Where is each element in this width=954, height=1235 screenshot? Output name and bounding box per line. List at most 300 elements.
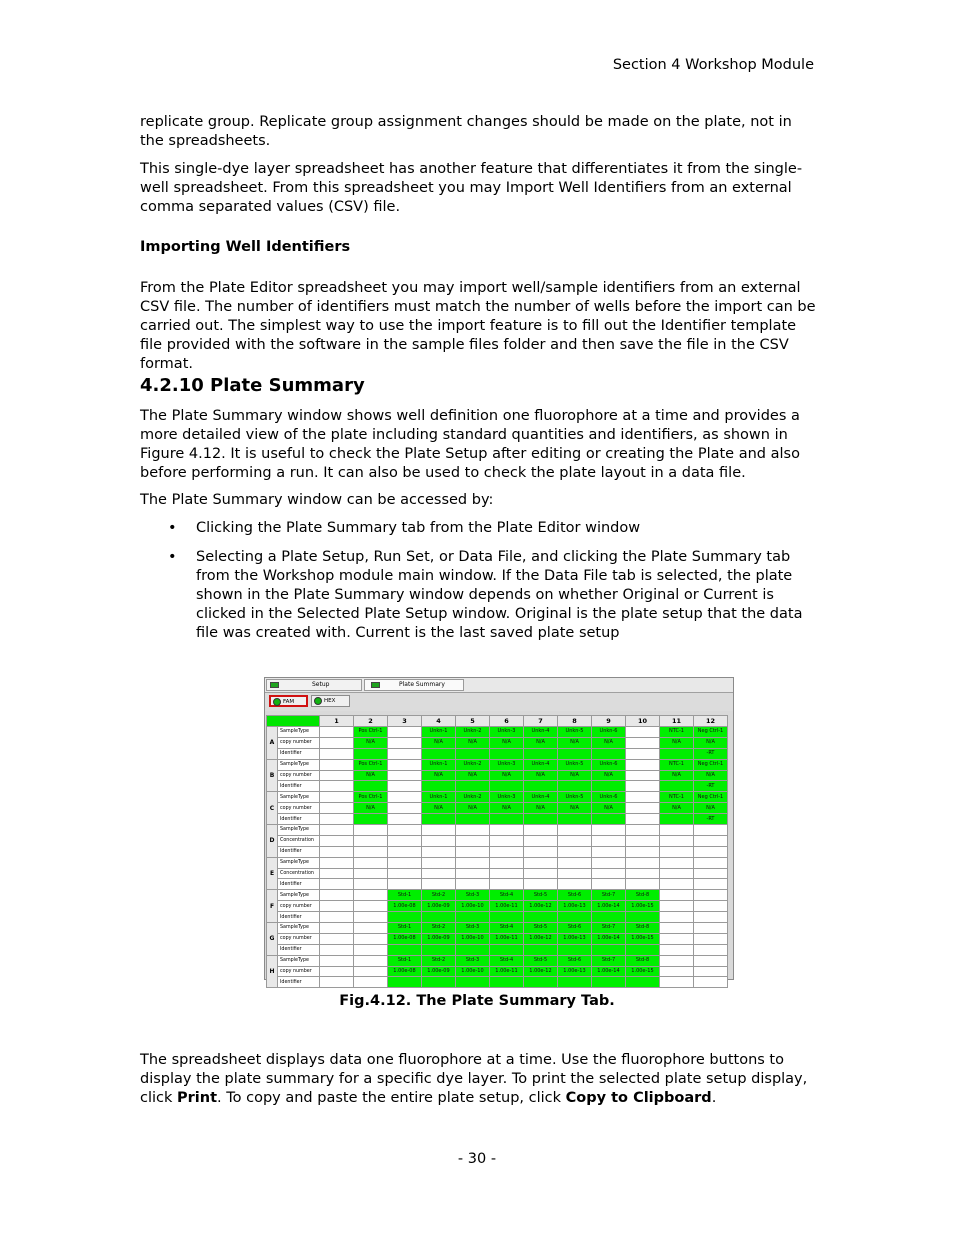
well-cell[interactable]: NTC-1 [660,759,694,770]
well-cell[interactable]: N/A [524,803,558,814]
well-cell[interactable] [592,825,626,836]
well-cell[interactable] [422,814,456,825]
well-cell[interactable]: N/A [592,803,626,814]
well-cell[interactable] [694,879,728,890]
well-cell[interactable]: -RT [694,814,728,825]
well-cell[interactable]: 1.00e-11 [490,966,524,977]
well-cell[interactable]: Unkn-2 [456,727,490,738]
well-cell[interactable]: 1.00e-12 [524,966,558,977]
well-cell[interactable]: Unkn-3 [490,727,524,738]
well-cell[interactable]: 1.00e-11 [490,901,524,912]
well-cell[interactable] [660,944,694,955]
well-cell[interactable] [524,814,558,825]
well-cell[interactable]: NTC-1 [660,792,694,803]
well-cell[interactable] [626,792,660,803]
well-cell[interactable] [456,879,490,890]
well-cell[interactable] [626,912,660,923]
well-cell[interactable] [694,933,728,944]
well-cell[interactable]: Std-6 [558,890,592,901]
well-cell[interactable]: Std-3 [456,890,490,901]
well-cell[interactable]: N/A [422,737,456,748]
well-cell[interactable]: Std-2 [422,955,456,966]
well-cell[interactable] [558,748,592,759]
well-cell[interactable] [320,933,354,944]
well-cell[interactable]: -RT [694,748,728,759]
well-cell[interactable] [320,879,354,890]
well-cell[interactable] [354,748,388,759]
well-cell[interactable]: Unkn-2 [456,792,490,803]
well-cell[interactable] [388,912,422,923]
well-cell[interactable] [422,857,456,868]
well-cell[interactable]: N/A [694,803,728,814]
well-cell[interactable] [490,825,524,836]
well-cell[interactable] [592,814,626,825]
well-cell[interactable] [354,901,388,912]
well-cell[interactable]: Std-6 [558,923,592,934]
well-cell[interactable]: Std-1 [388,923,422,934]
well-cell[interactable]: 1.00e-09 [422,966,456,977]
well-cell[interactable]: N/A [524,770,558,781]
well-cell[interactable] [490,912,524,923]
well-cell[interactable]: Std-1 [388,890,422,901]
well-cell[interactable] [388,727,422,738]
well-cell[interactable] [660,966,694,977]
well-cell[interactable] [592,857,626,868]
well-cell[interactable] [320,955,354,966]
well-cell[interactable] [388,868,422,879]
well-cell[interactable]: NTC-1 [660,727,694,738]
well-cell[interactable]: N/A [694,770,728,781]
well-cell[interactable] [354,912,388,923]
well-cell[interactable]: Pos Ctrl-1 [354,759,388,770]
well-cell[interactable]: Std-8 [626,923,660,934]
well-cell[interactable]: N/A [490,803,524,814]
well-cell[interactable] [626,977,660,988]
well-cell[interactable]: -RT [694,781,728,792]
well-cell[interactable] [354,846,388,857]
well-cell[interactable] [524,912,558,923]
well-cell[interactable] [626,879,660,890]
well-cell[interactable] [592,912,626,923]
row-header[interactable]: F [267,890,278,923]
well-cell[interactable]: 1.00e-12 [524,933,558,944]
well-cell[interactable] [320,792,354,803]
well-cell[interactable]: N/A [354,803,388,814]
well-cell[interactable] [490,748,524,759]
well-cell[interactable] [592,868,626,879]
well-cell[interactable]: Std-4 [490,890,524,901]
row-header[interactable]: B [267,759,278,792]
well-cell[interactable] [592,748,626,759]
well-cell[interactable]: N/A [490,770,524,781]
well-cell[interactable] [456,825,490,836]
tab-setup[interactable] [266,679,362,691]
column-header[interactable]: 10 [626,716,660,727]
well-cell[interactable] [456,835,490,846]
well-cell[interactable] [456,748,490,759]
well-cell[interactable]: N/A [592,770,626,781]
well-cell[interactable]: Pos Ctrl-1 [354,727,388,738]
well-cell[interactable] [354,857,388,868]
well-cell[interactable]: 1.00e-10 [456,901,490,912]
well-cell[interactable] [626,727,660,738]
well-cell[interactable] [660,781,694,792]
well-cell[interactable] [694,868,728,879]
well-cell[interactable]: 1.00e-15 [626,933,660,944]
well-cell[interactable] [456,977,490,988]
well-cell[interactable] [354,835,388,846]
well-cell[interactable] [490,835,524,846]
well-cell[interactable]: N/A [558,737,592,748]
well-cell[interactable] [626,814,660,825]
well-cell[interactable] [626,737,660,748]
well-cell[interactable]: Unkn-5 [558,727,592,738]
well-cell[interactable] [422,781,456,792]
well-cell[interactable]: 1.00e-13 [558,901,592,912]
well-cell[interactable]: N/A [660,803,694,814]
column-header[interactable]: 4 [422,716,456,727]
well-cell[interactable] [524,781,558,792]
well-cell[interactable]: N/A [422,803,456,814]
well-cell[interactable]: 1.00e-09 [422,933,456,944]
well-cell[interactable] [592,944,626,955]
well-cell[interactable]: Std-3 [456,923,490,934]
well-cell[interactable] [660,857,694,868]
well-cell[interactable] [558,944,592,955]
well-cell[interactable] [354,966,388,977]
well-cell[interactable] [626,835,660,846]
row-header[interactable]: H [267,955,278,988]
well-cell[interactable]: Neg Ctrl-1 [694,727,728,738]
well-cell[interactable] [354,944,388,955]
well-cell[interactable]: 1.00e-13 [558,933,592,944]
well-cell[interactable] [422,879,456,890]
well-cell[interactable]: N/A [558,770,592,781]
well-cell[interactable] [354,923,388,934]
well-cell[interactable] [490,781,524,792]
well-cell[interactable]: Std-2 [422,890,456,901]
well-cell[interactable] [660,846,694,857]
well-cell[interactable]: 1.00e-14 [592,933,626,944]
well-cell[interactable] [320,825,354,836]
well-cell[interactable] [320,977,354,988]
well-cell[interactable] [660,923,694,934]
column-header[interactable]: 11 [660,716,694,727]
well-cell[interactable]: N/A [354,770,388,781]
well-cell[interactable] [354,879,388,890]
well-cell[interactable] [422,825,456,836]
well-cell[interactable] [592,781,626,792]
well-cell[interactable] [490,977,524,988]
well-cell[interactable]: Neg Ctrl-1 [694,759,728,770]
well-cell[interactable]: 1.00e-14 [592,901,626,912]
well-cell[interactable] [354,814,388,825]
well-cell[interactable] [660,890,694,901]
well-cell[interactable]: N/A [422,770,456,781]
well-cell[interactable] [626,857,660,868]
well-cell[interactable]: 1.00e-11 [490,933,524,944]
well-cell[interactable] [558,879,592,890]
well-cell[interactable] [354,890,388,901]
well-cell[interactable] [660,933,694,944]
well-cell[interactable]: Std-1 [388,955,422,966]
well-cell[interactable] [660,977,694,988]
well-cell[interactable]: Std-7 [592,890,626,901]
well-cell[interactable] [354,825,388,836]
well-cell[interactable] [558,781,592,792]
well-cell[interactable] [694,901,728,912]
well-cell[interactable] [660,879,694,890]
well-cell[interactable] [694,955,728,966]
well-cell[interactable] [490,846,524,857]
row-header[interactable]: A [267,727,278,760]
well-cell[interactable] [694,912,728,923]
well-cell[interactable] [422,748,456,759]
column-header[interactable]: 2 [354,716,388,727]
well-cell[interactable] [388,835,422,846]
column-header[interactable]: 3 [388,716,422,727]
column-header[interactable]: 6 [490,716,524,727]
well-cell[interactable] [524,846,558,857]
well-cell[interactable]: 1.00e-08 [388,933,422,944]
well-cell[interactable] [320,770,354,781]
well-cell[interactable]: 1.00e-10 [456,966,490,977]
well-cell[interactable]: Std-8 [626,955,660,966]
well-cell[interactable] [592,835,626,846]
column-header[interactable]: 8 [558,716,592,727]
well-cell[interactable]: Unkn-5 [558,759,592,770]
well-cell[interactable] [422,944,456,955]
well-cell[interactable] [524,879,558,890]
well-cell[interactable] [456,781,490,792]
well-cell[interactable] [388,781,422,792]
well-cell[interactable]: Std-7 [592,923,626,934]
well-cell[interactable]: 1.00e-08 [388,966,422,977]
well-cell[interactable]: Unkn-5 [558,792,592,803]
well-cell[interactable]: Std-5 [524,923,558,934]
well-cell[interactable] [320,748,354,759]
well-cell[interactable] [320,901,354,912]
well-cell[interactable] [320,737,354,748]
well-cell[interactable]: Std-4 [490,923,524,934]
well-cell[interactable] [694,966,728,977]
well-cell[interactable] [524,835,558,846]
tab-plate-summary[interactable] [364,679,464,691]
well-cell[interactable]: 1.00e-15 [626,901,660,912]
well-cell[interactable]: 1.00e-08 [388,901,422,912]
well-cell[interactable]: Std-6 [558,955,592,966]
well-cell[interactable] [422,868,456,879]
well-cell[interactable] [660,835,694,846]
well-cell[interactable] [626,759,660,770]
well-cell[interactable] [422,912,456,923]
well-cell[interactable]: Std-4 [490,955,524,966]
well-cell[interactable] [660,825,694,836]
well-cell[interactable]: Std-5 [524,890,558,901]
well-cell[interactable] [660,868,694,879]
column-header[interactable]: 7 [524,716,558,727]
well-cell[interactable] [694,846,728,857]
row-header[interactable]: C [267,792,278,825]
well-cell[interactable]: Std-5 [524,955,558,966]
well-cell[interactable] [422,835,456,846]
well-cell[interactable]: Unkn-6 [592,759,626,770]
well-cell[interactable] [456,857,490,868]
well-cell[interactable] [320,781,354,792]
well-cell[interactable] [558,814,592,825]
well-cell[interactable] [320,912,354,923]
well-cell[interactable]: Unkn-3 [490,792,524,803]
dye-button-hex[interactable] [311,695,350,707]
well-cell[interactable]: 1.00e-09 [422,901,456,912]
well-cell[interactable] [422,977,456,988]
well-cell[interactable]: N/A [694,737,728,748]
well-cell[interactable] [558,846,592,857]
well-cell[interactable] [456,868,490,879]
well-cell[interactable] [354,933,388,944]
well-cell[interactable] [626,781,660,792]
well-cell[interactable] [320,835,354,846]
well-cell[interactable]: Neg Ctrl-1 [694,792,728,803]
well-cell[interactable]: Std-3 [456,955,490,966]
well-cell[interactable] [490,814,524,825]
well-cell[interactable]: Unkn-2 [456,759,490,770]
well-cell[interactable] [388,977,422,988]
well-cell[interactable] [694,890,728,901]
well-cell[interactable] [694,977,728,988]
column-header[interactable]: 5 [456,716,490,727]
well-cell[interactable] [592,977,626,988]
well-cell[interactable] [660,901,694,912]
well-cell[interactable] [524,944,558,955]
row-header[interactable]: E [267,857,278,890]
well-cell[interactable] [320,944,354,955]
well-cell[interactable]: Pos Ctrl-1 [354,792,388,803]
dye-button-fam[interactable] [269,695,308,707]
well-cell[interactable] [388,857,422,868]
well-cell[interactable] [694,835,728,846]
well-cell[interactable]: 1.00e-15 [626,966,660,977]
well-cell[interactable] [354,868,388,879]
well-cell[interactable] [320,803,354,814]
well-cell[interactable] [592,846,626,857]
well-cell[interactable] [388,792,422,803]
well-cell[interactable] [626,944,660,955]
well-cell[interactable] [320,727,354,738]
well-cell[interactable]: Unkn-6 [592,792,626,803]
well-cell[interactable] [388,737,422,748]
well-cell[interactable] [626,748,660,759]
well-cell[interactable] [524,868,558,879]
well-cell[interactable] [320,759,354,770]
column-header[interactable]: 1 [320,716,354,727]
well-cell[interactable] [490,944,524,955]
well-cell[interactable] [388,770,422,781]
well-cell[interactable]: Unkn-4 [524,759,558,770]
column-header[interactable]: 9 [592,716,626,727]
well-cell[interactable] [388,759,422,770]
well-cell[interactable] [456,846,490,857]
well-cell[interactable]: N/A [660,770,694,781]
well-cell[interactable] [320,846,354,857]
well-cell[interactable] [354,955,388,966]
well-cell[interactable] [388,814,422,825]
well-cell[interactable] [524,857,558,868]
well-cell[interactable]: Unkn-3 [490,759,524,770]
well-cell[interactable]: 1.00e-12 [524,901,558,912]
well-cell[interactable] [320,868,354,879]
well-cell[interactable] [320,890,354,901]
well-cell[interactable] [694,825,728,836]
well-cell[interactable] [524,825,558,836]
well-cell[interactable] [456,912,490,923]
well-cell[interactable] [524,748,558,759]
well-cell[interactable] [320,857,354,868]
well-cell[interactable] [558,835,592,846]
well-cell[interactable]: 1.00e-10 [456,933,490,944]
well-cell[interactable] [626,803,660,814]
well-cell[interactable] [558,857,592,868]
well-cell[interactable] [592,879,626,890]
well-cell[interactable] [626,770,660,781]
row-header[interactable]: D [267,825,278,858]
well-cell[interactable] [388,944,422,955]
well-cell[interactable]: Unkn-1 [422,792,456,803]
well-cell[interactable] [626,868,660,879]
well-cell[interactable] [354,977,388,988]
well-cell[interactable] [694,857,728,868]
well-cell[interactable] [388,825,422,836]
well-cell[interactable] [354,781,388,792]
well-cell[interactable] [490,857,524,868]
well-cell[interactable] [660,912,694,923]
well-cell[interactable]: Unkn-1 [422,727,456,738]
well-cell[interactable] [694,944,728,955]
row-header[interactable]: G [267,923,278,956]
well-cell[interactable]: N/A [558,803,592,814]
well-cell[interactable] [422,846,456,857]
well-cell[interactable] [660,814,694,825]
well-cell[interactable]: Std-2 [422,923,456,934]
well-cell[interactable] [456,814,490,825]
well-cell[interactable] [456,944,490,955]
well-cell[interactable] [320,923,354,934]
well-cell[interactable]: Unkn-6 [592,727,626,738]
well-cell[interactable] [626,825,660,836]
well-cell[interactable]: N/A [456,803,490,814]
well-cell[interactable]: Unkn-1 [422,759,456,770]
well-cell[interactable] [490,879,524,890]
well-cell[interactable] [490,868,524,879]
well-cell[interactable]: N/A [592,737,626,748]
well-cell[interactable]: Std-7 [592,955,626,966]
well-cell[interactable]: N/A [490,737,524,748]
well-cell[interactable] [388,803,422,814]
well-cell[interactable]: N/A [456,737,490,748]
well-cell[interactable] [694,923,728,934]
well-cell[interactable]: Unkn-4 [524,727,558,738]
well-cell[interactable]: N/A [524,737,558,748]
well-cell[interactable] [320,814,354,825]
well-cell[interactable] [388,748,422,759]
well-cell[interactable] [524,977,558,988]
well-cell[interactable] [558,825,592,836]
well-cell[interactable]: 1.00e-14 [592,966,626,977]
well-cell[interactable] [660,748,694,759]
well-cell[interactable] [320,966,354,977]
well-cell[interactable] [558,912,592,923]
well-cell[interactable]: Unkn-4 [524,792,558,803]
